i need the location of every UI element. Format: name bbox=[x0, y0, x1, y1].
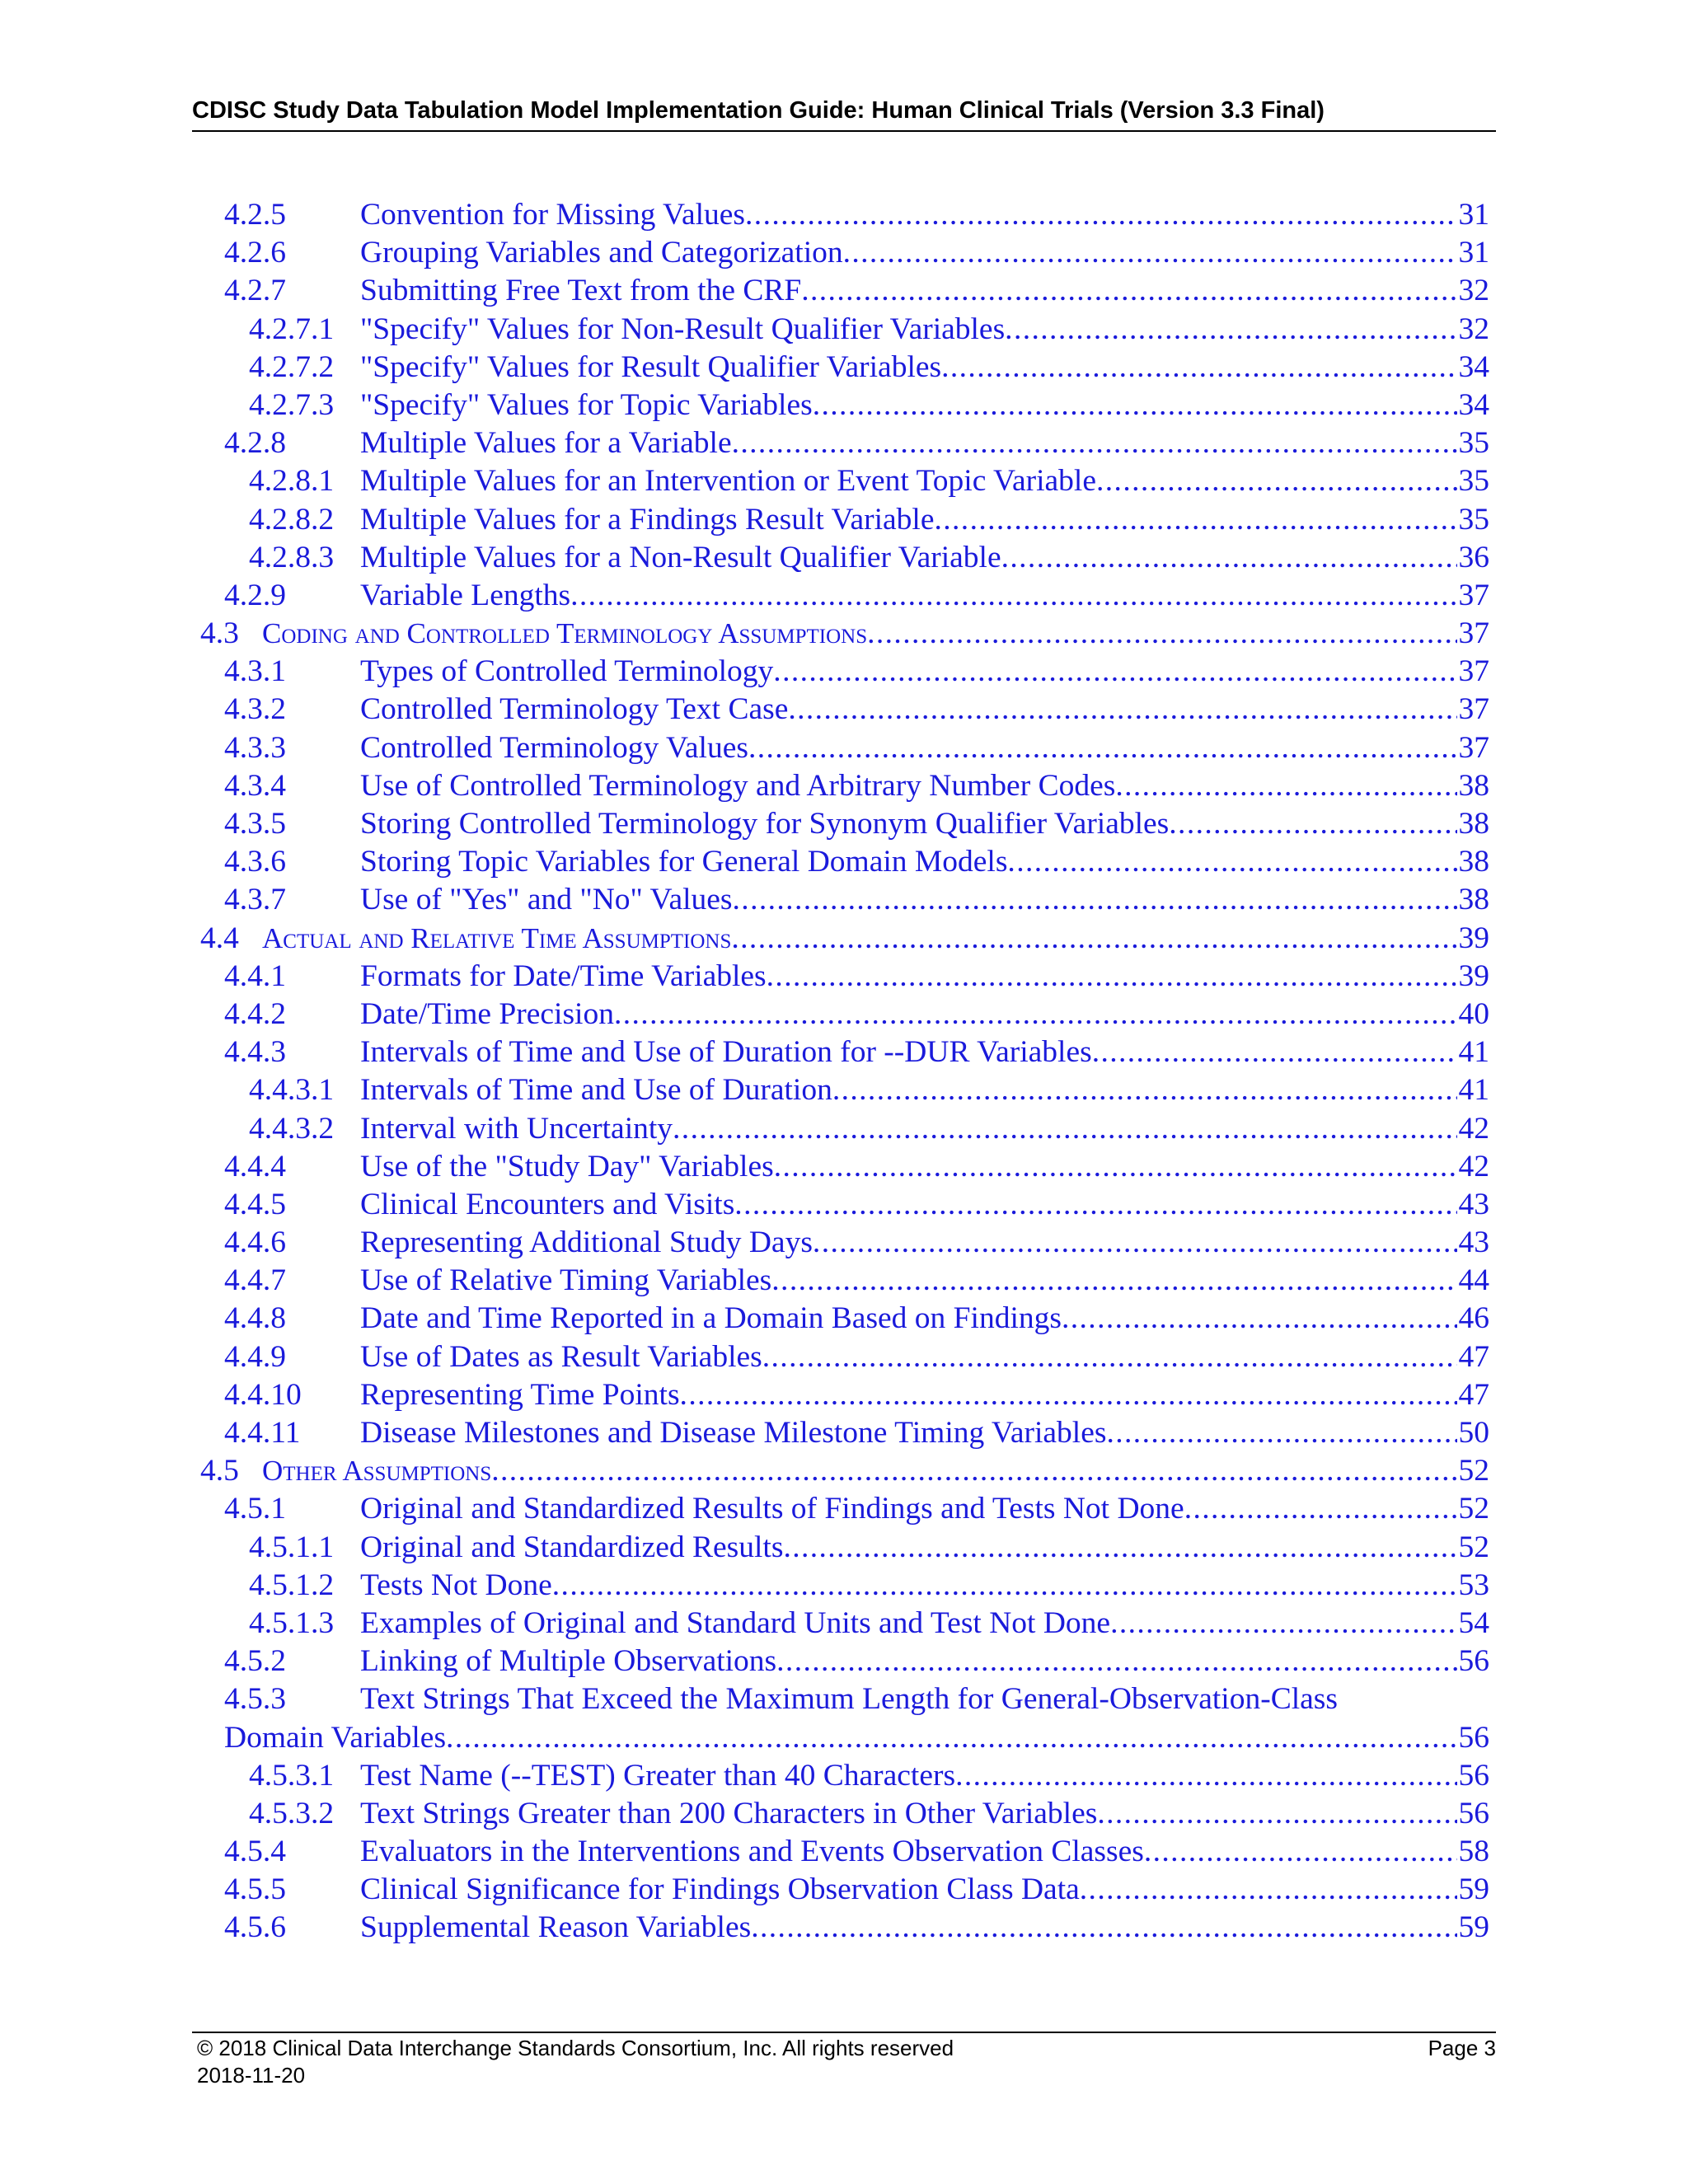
toc-entry[interactable] bbox=[0, 1795, 1688, 1833]
toc-entry-page: 38 bbox=[1458, 768, 1489, 803]
toc-entry-page: 37 bbox=[1458, 616, 1489, 651]
toc-entry-title: Coding and Controlled Terminology Assumptions bbox=[262, 617, 868, 650]
dot-leader bbox=[813, 387, 1457, 424]
toc-entry-page: 37 bbox=[1458, 730, 1489, 765]
header-rule bbox=[192, 130, 1496, 132]
toc-entry-number: 4.5.2 bbox=[224, 1644, 286, 1679]
toc-entry-line bbox=[360, 691, 1489, 729]
toc-entry-title: Controlled Terminology Values bbox=[360, 730, 748, 765]
toc-entry-page: 41 bbox=[1458, 1035, 1489, 1070]
toc-entry-number: 4.5 bbox=[200, 1454, 239, 1488]
toc-entry-page: 32 bbox=[1458, 312, 1489, 346]
toc-entry[interactable] bbox=[0, 1909, 1688, 1947]
toc-entry-title: Grouping Variables and Categorization bbox=[360, 236, 843, 270]
toc-entry-page: 34 bbox=[1458, 349, 1489, 384]
toc-entry-title: "Specify" Values for Result Qualifier Variables bbox=[360, 349, 942, 384]
dot-leader bbox=[783, 1529, 1456, 1567]
toc-entry[interactable] bbox=[0, 881, 1688, 919]
toc-entry[interactable] bbox=[0, 1833, 1688, 1871]
toc-entry-page: 35 bbox=[1458, 502, 1489, 537]
toc-entry[interactable] bbox=[0, 196, 1688, 234]
toc-entry[interactable] bbox=[0, 1529, 1688, 1567]
toc-entry-title: Use of Dates as Result Variables bbox=[360, 1339, 762, 1374]
toc-entry-title: Representing Additional Study Days bbox=[360, 1226, 813, 1260]
page-header-title: CDISC Study Data Tabulation Model Implementation Guide: Human Clinical Trials (Version 3.3 Final) bbox=[192, 97, 1325, 124]
dot-leader bbox=[1007, 843, 1456, 881]
toc-entry-title: Types of Controlled Terminology bbox=[360, 654, 774, 689]
toc-entry-page: 50 bbox=[1458, 1416, 1489, 1450]
toc-entry[interactable] bbox=[0, 1680, 1688, 1756]
toc-entry-title: Multiple Values for an Intervention or Event Topic Variable bbox=[360, 464, 1096, 499]
toc-entry-number: 4.3.3 bbox=[224, 730, 286, 765]
toc-entry-line bbox=[360, 539, 1489, 577]
toc-entry-number: 4.2.8.2 bbox=[249, 502, 335, 537]
toc-entry-number: 4.4.7 bbox=[224, 1263, 286, 1298]
toc-entry-title: Examples of Original and Standard Units and Test Not Done bbox=[360, 1605, 1111, 1640]
toc-entry-line bbox=[360, 234, 1489, 272]
toc-entry[interactable] bbox=[0, 387, 1688, 424]
toc-entry-number: 4.2.8.3 bbox=[249, 540, 335, 574]
toc-entry-title: Tests Not Done bbox=[360, 1568, 552, 1602]
dot-leader bbox=[788, 691, 1456, 729]
toc-entry-page: 43 bbox=[1458, 1187, 1489, 1221]
toc-entry-page: 59 bbox=[1458, 1872, 1489, 1907]
toc-entry-title: Text Strings That Exceed the Maximum Length for General-Observation-Class bbox=[360, 1682, 1338, 1717]
toc-entry-title: Use of the "Study Day" Variables bbox=[360, 1149, 774, 1183]
toc-entry-title: Other Assumptions bbox=[262, 1455, 492, 1488]
toc-entry[interactable] bbox=[0, 1148, 1688, 1186]
toc-entry-title: Date/Time Precision bbox=[360, 996, 614, 1031]
toc-entry-page: 53 bbox=[1458, 1568, 1489, 1602]
toc-entry-number: 4.4.3 bbox=[224, 1035, 286, 1070]
toc-entry-line bbox=[262, 920, 1489, 958]
toc-entry[interactable] bbox=[0, 1567, 1688, 1605]
toc-entry-line bbox=[360, 1567, 1489, 1605]
toc-entry-number: 4.3.1 bbox=[224, 654, 286, 689]
toc-entry-line bbox=[360, 1490, 1489, 1528]
toc-entry-title: Submitting Free Text from the CRF bbox=[360, 274, 802, 308]
toc-entry[interactable] bbox=[0, 539, 1688, 577]
toc-entry-number: 4.4.5 bbox=[224, 1187, 286, 1221]
toc-entry-line bbox=[262, 615, 1489, 653]
toc-entry[interactable] bbox=[0, 843, 1688, 881]
toc-entry-page: 31 bbox=[1458, 198, 1489, 232]
toc-entry-page: 38 bbox=[1458, 807, 1489, 841]
toc-entry[interactable] bbox=[0, 1071, 1688, 1109]
toc-entry-line bbox=[360, 1376, 1489, 1414]
toc-entry[interactable] bbox=[0, 615, 1688, 653]
toc-entry-page: 46 bbox=[1458, 1301, 1489, 1336]
toc-entry[interactable] bbox=[0, 653, 1688, 691]
dot-leader bbox=[570, 577, 1456, 615]
toc-entry-line bbox=[360, 1871, 1489, 1909]
dot-leader bbox=[733, 881, 1457, 919]
toc-entry-title: Multiple Values for a Non-Result Qualifier Variable bbox=[360, 540, 1001, 574]
toc-entry-title: Storing Controlled Terminology for Synonym Qualifier Variables bbox=[360, 807, 1170, 841]
toc-entry-number: 4.2.7.1 bbox=[249, 312, 335, 346]
toc-entry-title: Clinical Encounters and Visits bbox=[360, 1187, 735, 1221]
toc-entry-number: 4.5.4 bbox=[224, 1835, 286, 1869]
toc-entry-page: 35 bbox=[1458, 464, 1489, 499]
toc-entry-line bbox=[360, 1757, 1489, 1795]
toc-entry-line bbox=[262, 1452, 1489, 1490]
toc-entry-page: 36 bbox=[1458, 540, 1489, 574]
toc-entry[interactable] bbox=[0, 996, 1688, 1033]
toc-entry[interactable] bbox=[0, 1262, 1688, 1300]
toc-entry-title: Original and Standardized Results bbox=[360, 1530, 784, 1564]
toc-entry-line bbox=[360, 1110, 1489, 1148]
toc-entry[interactable] bbox=[0, 234, 1688, 272]
toc-entry-page: 58 bbox=[1458, 1835, 1489, 1869]
toc-entry-page: 41 bbox=[1458, 1073, 1489, 1108]
dot-leader bbox=[767, 958, 1457, 996]
toc-entry-number: 4.3.7 bbox=[224, 883, 286, 917]
toc-entry-title: Storing Topic Variables for General Domain Models bbox=[360, 845, 1008, 879]
toc-entry-title: Controlled Terminology Text Case bbox=[360, 692, 789, 727]
toc-entry-line bbox=[360, 1795, 1489, 1833]
dot-leader bbox=[832, 1071, 1457, 1109]
dot-leader bbox=[1144, 1833, 1457, 1871]
toc-entry-number: 4.2.8 bbox=[224, 426, 286, 461]
toc-entry-title: Formats for Date/Time Variables bbox=[360, 958, 767, 993]
toc-entry-number: 4.3.2 bbox=[224, 692, 286, 727]
toc-entry[interactable] bbox=[0, 1110, 1688, 1148]
dot-leader bbox=[1005, 311, 1456, 349]
toc-entry-line bbox=[360, 349, 1489, 387]
toc-entry[interactable] bbox=[0, 501, 1688, 539]
dot-leader bbox=[762, 1338, 1457, 1376]
toc-entry-title: Original and Standardized Results of Findings and Tests Not Done bbox=[360, 1492, 1184, 1526]
toc-entry-title: Use of Relative Timing Variables bbox=[360, 1263, 772, 1298]
toc-entry-line bbox=[360, 1148, 1489, 1186]
toc-entry-number: 4.5.3.1 bbox=[249, 1758, 335, 1793]
toc-entry-line bbox=[360, 1033, 1489, 1071]
toc-entry-number: 4.4 bbox=[200, 921, 239, 955]
toc-entry-line bbox=[360, 1643, 1489, 1680]
dot-leader bbox=[941, 349, 1456, 387]
dot-leader bbox=[771, 1262, 1456, 1300]
toc-entry-line bbox=[360, 1262, 1489, 1300]
toc-entry-number: 4.5.5 bbox=[224, 1872, 286, 1907]
dot-leader bbox=[1169, 805, 1456, 843]
toc-entry[interactable] bbox=[0, 424, 1688, 462]
dot-leader bbox=[680, 1376, 1457, 1414]
toc-entry[interactable] bbox=[0, 1224, 1688, 1262]
toc-entry[interactable] bbox=[0, 1757, 1688, 1795]
dot-leader bbox=[1062, 1300, 1457, 1338]
dot-leader bbox=[1001, 539, 1457, 577]
toc-entry-line bbox=[360, 996, 1489, 1033]
toc-entry-number: 4.3.6 bbox=[224, 845, 286, 879]
toc-entry-title: Intervals of Time and Use of Duration for --DUR Variables bbox=[360, 1035, 1092, 1070]
toc-entry-number: 4.5.1.1 bbox=[249, 1530, 335, 1564]
dot-leader bbox=[734, 1186, 1456, 1224]
dot-leader bbox=[748, 729, 1457, 767]
dot-leader bbox=[1080, 1871, 1457, 1909]
toc-entry[interactable] bbox=[0, 805, 1688, 843]
toc-entry[interactable] bbox=[0, 1300, 1688, 1338]
toc-entry-title: "Specify" Values for Topic Variables bbox=[360, 387, 813, 422]
toc-entry-line bbox=[360, 577, 1489, 615]
toc-entry-title: Test Name (--TEST) Greater than 40 Characters bbox=[360, 1758, 956, 1793]
toc-entry-line bbox=[360, 311, 1489, 349]
toc-entry-number: 4.5.1 bbox=[224, 1492, 286, 1526]
dot-leader bbox=[843, 234, 1457, 272]
toc-entry[interactable] bbox=[0, 1414, 1688, 1452]
toc-entry-line bbox=[360, 462, 1489, 500]
dot-leader bbox=[1115, 767, 1456, 805]
toc-entry-title: Interval with Uncertainty bbox=[360, 1111, 673, 1146]
dot-leader bbox=[552, 1567, 1457, 1605]
dot-leader bbox=[801, 272, 1456, 310]
toc-entry-number: 4.4.9 bbox=[224, 1339, 286, 1374]
dot-leader bbox=[1106, 1414, 1456, 1452]
toc-entry-number: 4.2.5 bbox=[224, 198, 286, 232]
toc-entry-page: 52 bbox=[1458, 1492, 1489, 1526]
toc-entry-page: 37 bbox=[1458, 692, 1489, 727]
dot-leader bbox=[731, 920, 1456, 958]
toc-entry-title: Text Strings Greater than 200 Characters in Other Variables bbox=[360, 1796, 1098, 1830]
toc-entry-title: Multiple Values for a Variable bbox=[360, 426, 732, 461]
dot-leader bbox=[1110, 1605, 1456, 1643]
dot-leader bbox=[1096, 462, 1457, 500]
dot-leader bbox=[751, 1909, 1456, 1947]
toc-entry-page: 37 bbox=[1458, 578, 1489, 612]
toc-entry-number: 4.4.8 bbox=[224, 1301, 286, 1336]
toc-entry-number: 4.2.8.1 bbox=[249, 464, 335, 499]
toc-entry-line bbox=[360, 1833, 1489, 1871]
toc-entry-page: 39 bbox=[1458, 958, 1489, 993]
dot-leader bbox=[446, 1719, 1456, 1757]
toc-entry-page: 52 bbox=[1458, 1454, 1489, 1488]
toc-entry-line bbox=[360, 196, 1489, 234]
toc-entry-number: 4.2.7 bbox=[224, 274, 286, 308]
toc-entry-number: 4.4.1 bbox=[224, 958, 286, 993]
toc-entry[interactable] bbox=[0, 349, 1688, 387]
toc-entry[interactable] bbox=[0, 767, 1688, 805]
toc-entry-line bbox=[360, 881, 1489, 919]
toc-entry-title: Multiple Values for a Findings Result Variable bbox=[360, 502, 935, 537]
toc-entry-line bbox=[360, 501, 1489, 539]
toc-entry-number: 4.5.3 bbox=[224, 1682, 286, 1717]
dot-leader bbox=[774, 1148, 1457, 1186]
toc-entry-title: Date and Time Reported in a Domain Based on Findings bbox=[360, 1301, 1062, 1336]
toc-entry-page: 38 bbox=[1458, 883, 1489, 917]
toc-entry[interactable] bbox=[0, 958, 1688, 996]
toc-entry-number: 4.3 bbox=[200, 616, 239, 651]
toc-entry-title-continued: Domain Variables bbox=[224, 1720, 447, 1755]
dot-leader bbox=[773, 653, 1456, 691]
dot-leader bbox=[673, 1110, 1456, 1148]
toc-entry-page: 37 bbox=[1458, 654, 1489, 689]
toc-entry-number: 4.5.3.2 bbox=[249, 1796, 335, 1830]
toc-entry[interactable] bbox=[0, 1643, 1688, 1680]
dot-leader bbox=[745, 196, 1456, 234]
toc-entry-line bbox=[360, 272, 1489, 310]
toc-entry[interactable] bbox=[0, 1605, 1688, 1643]
toc-entry-page: 31 bbox=[1458, 236, 1489, 270]
toc-entry-number: 4.4.10 bbox=[224, 1377, 302, 1412]
toc-entry-page: 38 bbox=[1458, 845, 1489, 879]
toc-entry-number: 4.5.1.2 bbox=[249, 1568, 335, 1602]
toc-entry-number: 4.3.5 bbox=[224, 807, 286, 841]
toc-entry-page: 52 bbox=[1458, 1530, 1489, 1564]
toc-entry-number: 4.2.7.3 bbox=[249, 387, 335, 422]
toc-entry[interactable] bbox=[0, 1376, 1688, 1414]
dot-leader bbox=[1184, 1490, 1457, 1528]
toc-entry-number: 4.3.4 bbox=[224, 768, 286, 803]
toc-entry-line bbox=[360, 1071, 1489, 1109]
toc-entry[interactable] bbox=[0, 1338, 1688, 1376]
toc-entry-title: Convention for Missing Values bbox=[360, 198, 746, 232]
toc-entry-page: 47 bbox=[1458, 1339, 1489, 1374]
toc-entry-number: 4.2.7.2 bbox=[249, 349, 335, 384]
footer-copyright: © 2018 Clinical Data Interchange Standards Consortium, Inc. All rights reserved bbox=[197, 2036, 954, 2060]
toc-entry[interactable] bbox=[0, 577, 1688, 615]
footer-rule bbox=[192, 2032, 1496, 2033]
toc-entry-line bbox=[360, 1529, 1489, 1567]
toc-entry-number: 4.4.11 bbox=[224, 1416, 301, 1450]
toc-entry-title: Supplemental Reason Variables bbox=[360, 1910, 752, 1945]
toc-entry-line bbox=[360, 767, 1489, 805]
toc-entry[interactable] bbox=[0, 1452, 1688, 1490]
toc-entry-number: 4.4.6 bbox=[224, 1226, 286, 1260]
toc-entry-page: 43 bbox=[1458, 1226, 1489, 1260]
toc-entry-title: Intervals of Time and Use of Duration bbox=[360, 1073, 832, 1108]
toc-entry-number: 4.2.6 bbox=[224, 236, 286, 270]
footer-page-number: Page 3 bbox=[1428, 2036, 1496, 2060]
table-of-contents bbox=[0, 196, 1688, 1947]
toc-entry-page: 56 bbox=[1458, 1720, 1489, 1755]
toc-entry-title: Variable Lengths bbox=[360, 578, 571, 612]
toc-entry-title: Use of "Yes" and "No" Values bbox=[360, 883, 733, 917]
toc-entry-title: Use of Controlled Terminology and Arbitrary Number Codes bbox=[360, 768, 1116, 803]
dot-leader bbox=[934, 501, 1456, 539]
toc-entry-page: 34 bbox=[1458, 387, 1489, 422]
toc-entry-title: Actual and Relative Time Assumptions bbox=[262, 921, 732, 954]
dot-leader bbox=[614, 996, 1457, 1033]
toc-entry-page: 40 bbox=[1458, 996, 1489, 1031]
toc-entry-line bbox=[360, 1414, 1489, 1452]
toc-entry-line bbox=[360, 1909, 1489, 1947]
toc-entry-title: Representing Time Points bbox=[360, 1377, 680, 1412]
toc-entry-number: 4.2.9 bbox=[224, 578, 286, 612]
dot-leader bbox=[813, 1224, 1457, 1262]
footer-date: 2018-11-20 bbox=[197, 2063, 306, 2088]
toc-entry-line bbox=[360, 1338, 1489, 1376]
dot-leader bbox=[491, 1452, 1456, 1490]
toc-entry[interactable] bbox=[0, 1033, 1688, 1071]
dot-leader bbox=[867, 615, 1456, 653]
toc-entry-line bbox=[360, 729, 1489, 767]
toc-entry-title: "Specify" Values for Non-Result Qualifier Variables bbox=[360, 312, 1006, 346]
toc-entry[interactable] bbox=[0, 462, 1688, 500]
toc-entry-page: 42 bbox=[1458, 1111, 1489, 1146]
toc-entry[interactable] bbox=[0, 1186, 1688, 1224]
toc-entry-line bbox=[360, 805, 1489, 843]
toc-entry-line bbox=[360, 387, 1489, 424]
toc-entry[interactable] bbox=[0, 1490, 1688, 1528]
toc-entry[interactable] bbox=[0, 1871, 1688, 1909]
toc-entry-page: 42 bbox=[1458, 1149, 1489, 1183]
dot-leader bbox=[732, 424, 1457, 462]
toc-entry-title: Evaluators in the Interventions and Events Observation Classes bbox=[360, 1835, 1144, 1869]
toc-entry-page: 32 bbox=[1458, 274, 1489, 308]
toc-entry-number: 4.4.3.2 bbox=[249, 1111, 335, 1146]
toc-entry-line bbox=[224, 1719, 1489, 1757]
toc-entry-line bbox=[360, 1186, 1489, 1224]
toc-entry-page: 56 bbox=[1458, 1644, 1489, 1679]
toc-entry-number: 4.4.2 bbox=[224, 996, 286, 1031]
toc-entry[interactable] bbox=[0, 920, 1688, 958]
dot-leader bbox=[776, 1643, 1456, 1680]
toc-entry-page: 56 bbox=[1458, 1796, 1489, 1830]
toc-entry[interactable] bbox=[0, 729, 1688, 767]
toc-entry-line bbox=[360, 1605, 1489, 1643]
toc-entry-line bbox=[360, 424, 1489, 462]
toc-entry-line bbox=[360, 653, 1489, 691]
toc-entry-page: 39 bbox=[1458, 921, 1489, 955]
toc-entry-number: 4.5.6 bbox=[224, 1910, 286, 1945]
toc-entry[interactable] bbox=[0, 691, 1688, 729]
toc-entry-line bbox=[360, 958, 1489, 996]
toc-entry-page: 44 bbox=[1458, 1263, 1489, 1298]
toc-entry-number: 4.4.3.1 bbox=[249, 1073, 335, 1108]
dot-leader bbox=[955, 1757, 1456, 1795]
toc-entry-page: 54 bbox=[1458, 1605, 1489, 1640]
toc-entry[interactable] bbox=[0, 272, 1688, 310]
toc-entry-number: 4.4.4 bbox=[224, 1149, 286, 1183]
dot-leader bbox=[1092, 1033, 1457, 1071]
toc-entry-title: Disease Milestones and Disease Milestone Timing Variables bbox=[360, 1416, 1107, 1450]
toc-entry-line bbox=[360, 843, 1489, 881]
toc-entry-page: 35 bbox=[1458, 426, 1489, 461]
toc-entry[interactable] bbox=[0, 311, 1688, 349]
toc-entry-page: 59 bbox=[1458, 1910, 1489, 1945]
toc-entry-number: 4.5.1.3 bbox=[249, 1605, 335, 1640]
toc-entry-title: Linking of Multiple Observations bbox=[360, 1644, 777, 1679]
toc-entry-line bbox=[360, 1300, 1489, 1338]
toc-entry-page: 47 bbox=[1458, 1377, 1489, 1412]
dot-leader bbox=[1097, 1795, 1456, 1833]
toc-entry-line bbox=[360, 1224, 1489, 1262]
toc-entry-title: Clinical Significance for Findings Observation Class Data bbox=[360, 1872, 1080, 1907]
toc-entry-page: 56 bbox=[1458, 1758, 1489, 1793]
